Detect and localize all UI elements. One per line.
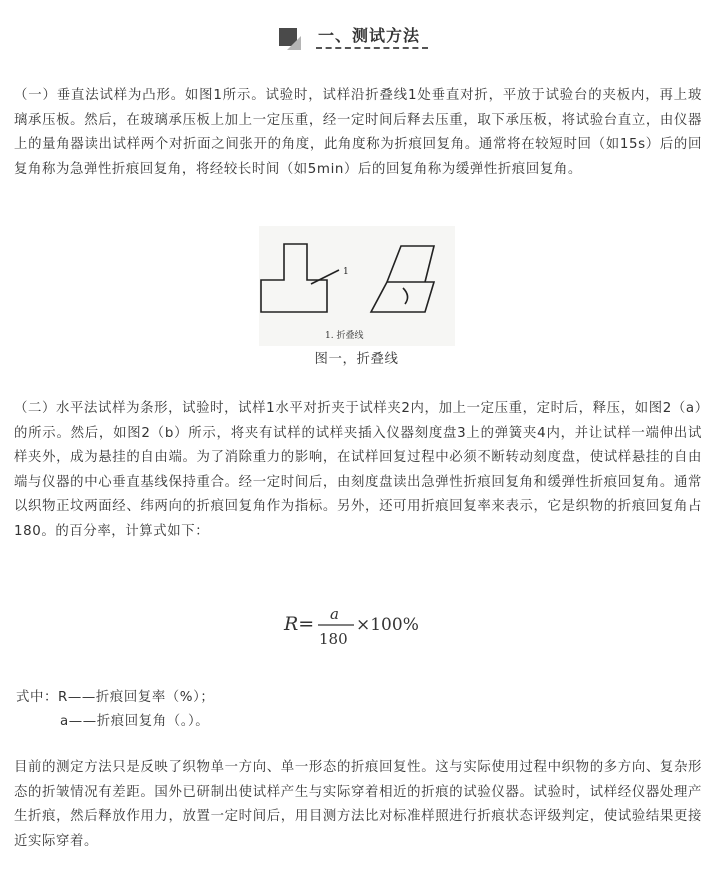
formula-rhs: ×100%	[356, 615, 419, 635]
paragraph-vertical-method: （一）垂直法试样为凸形。如图1所示。试验时，试样沿折叠线1处垂直对折，平放于试验台的夹板内，再上玻璃承压板。然后，在玻璃承压板上加上一定压重，经一定时间后释去压重，取下承压板，将试验台直立，由仪器上的量角器读出试样两个对折面之间张开的角度，此角度称为折痕回复角。通常将在较短时回（如15s）后的回复角称为急弹性折痕回复角，将经较长时间（如5min）后的回复角称为缓弹性折痕回复角。	[14, 88, 702, 177]
formula-numerator: a	[330, 605, 339, 623]
formula-legend-r: 式中：R——折痕回复率（%）；	[16, 690, 215, 705]
fold-line-number-label: 1	[343, 267, 349, 277]
formula-lhs: R=	[284, 613, 315, 635]
paragraph-horizontal-method: （二）水平法试样为条形，试验时，试样1水平对折夹于试样夹2内，加上一定压重，定时后，释压，如图2（a）的所示。然后，如图2（b）所示，将夹有试样的试样夹插入仪器刻度盘3上的弹簧夹4内，并让试样一端伸出试样夹外，成为悬挂的自由端。为了消除重力的影响，在试样回复过程中必须不断转动刻度盘，使试样悬挂的自由端与仪器的中心垂直基线保持重合。经一定时间后，由刻度盘读出急弹性折痕回复角和缓弹性折痕回复角。通常以织物正坟两面经、纬两向的折痕回复角作为指标。另外，还可用折痕回复率来表示，它是织物的折痕回复角占180。的百分率，计算式如下：	[14, 401, 702, 539]
section-square-icon	[279, 28, 301, 50]
section-header	[0, 20, 713, 54]
section-title: 一、测试方法	[318, 26, 421, 45]
formula-denominator: 180	[319, 630, 348, 648]
figure-caption: 图一，折叠线	[314, 352, 399, 367]
fold-line-legend-label: 1. 折叠线	[325, 331, 364, 341]
figure-fold-line-diagram	[259, 226, 455, 346]
title-dashed-underline	[316, 47, 428, 49]
paragraph-current-methods: 目前的测定方法只是反映了织物单一方向、单一形态的折痕回复性。这与实际使用过程中织物的多方向、复杂形态的折皱情况有差距。国外已研制出使试样产生与实际穿着相近的折痕的试验仪器。试验时，试样经仪器处理产生折痕，然后释放作用力，放置一定时间后，用目测方法比对标准样照进行折痕状态评级判定，使试验结果更接近实际穿着。	[14, 760, 702, 849]
recovery-rate-formula	[282, 600, 432, 650]
formula-legend-a: a——折痕回复角（。）。	[60, 714, 210, 729]
